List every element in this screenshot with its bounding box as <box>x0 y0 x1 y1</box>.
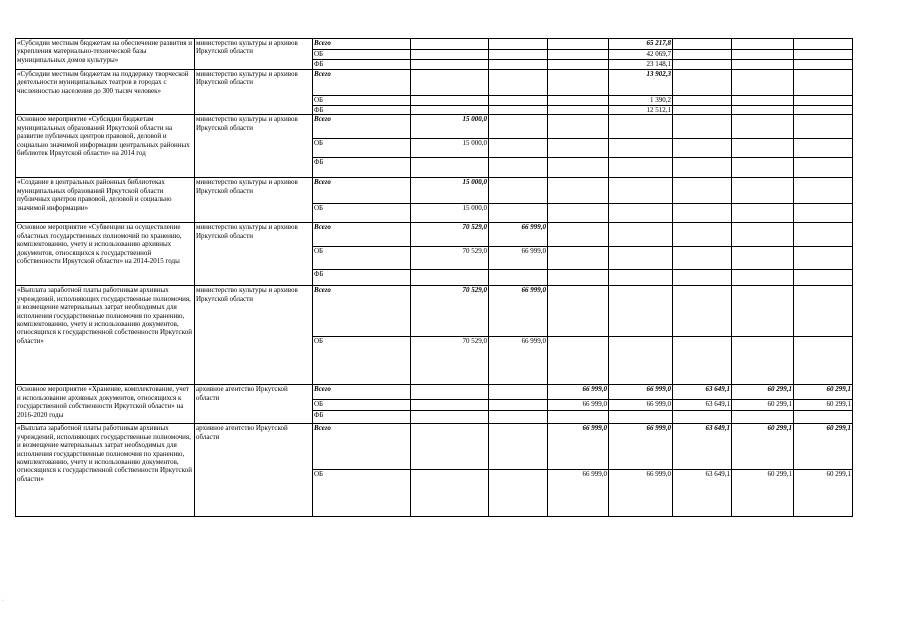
amount-cell <box>609 115 673 139</box>
funding-source-cell: Всего <box>313 223 411 247</box>
amount-cell <box>794 60 853 70</box>
amount-cell <box>489 139 548 158</box>
amount-cell <box>548 70 609 96</box>
amount-cell <box>489 411 548 424</box>
funding-source-cell: ФБ <box>313 158 411 178</box>
amount-cell <box>794 204 853 223</box>
amount-cell: 66 999,0 <box>609 470 673 517</box>
amount-cell: 15 000,0 <box>411 204 489 223</box>
amount-cell <box>489 50 548 60</box>
executor-cell: министерство культуры и архивов Иркутской области <box>195 70 313 115</box>
amount-cell <box>673 223 732 247</box>
table-row <box>16 70 853 96</box>
amount-cell <box>673 106 732 115</box>
budget-table <box>15 38 853 517</box>
amount-cell <box>609 223 673 247</box>
amount-cell <box>609 286 673 337</box>
amount-cell: 60 299,1 <box>794 400 853 411</box>
amount-cell: 60 299,1 <box>794 424 853 470</box>
amount-cell <box>673 50 732 60</box>
activity-description: Основное мероприятие «Субвенции на осуществление областных государственных полномочий по хранению, комплектованию, учету и использованию архивных документов, относящихся к государственной собственности Иркутской области» на 2014-2015 годы <box>16 223 195 286</box>
amount-cell <box>732 286 794 337</box>
amount-cell: 65 217,8 <box>609 39 673 50</box>
amount-cell <box>732 247 794 270</box>
amount-cell <box>609 178 673 204</box>
amount-cell <box>609 158 673 178</box>
amount-cell <box>548 50 609 60</box>
funding-source-cell: ОБ <box>313 50 411 60</box>
funding-source-cell: ОБ <box>313 247 411 270</box>
amount-cell: 70 529,0 <box>411 223 489 247</box>
funding-source-cell: Всего <box>313 70 411 96</box>
amount-cell <box>548 60 609 70</box>
amount-cell: 66 999,0 <box>489 223 548 247</box>
amount-cell <box>673 270 732 286</box>
amount-cell <box>732 70 794 96</box>
amount-cell: 66 999,0 <box>609 400 673 411</box>
funding-source-cell: Всего <box>313 39 411 50</box>
activity-description: «Создание в центральных районных библиотеках муниципальных образований Иркутской области публичных центров правовой, деловой и социально значимой информации» <box>16 178 195 223</box>
amount-cell: 66 999,0 <box>489 286 548 337</box>
executor-cell: министерство культуры и архивов Иркутской области <box>195 286 313 385</box>
amount-cell <box>411 50 489 60</box>
funding-source-cell: Всего <box>313 115 411 139</box>
amount-cell <box>489 96 548 106</box>
funding-source-cell: ФБ <box>313 60 411 70</box>
amount-cell <box>732 50 794 60</box>
executor-cell: министерство культуры и архивов Иркутской области <box>195 39 313 70</box>
amount-cell <box>548 337 609 385</box>
amount-cell <box>548 223 609 247</box>
activity-description: Основное мероприятие «Субсидии бюджетам муниципальных образований Иркутской области на развитие публичных центров правовой, деловой и социально значимой информации центральных районных библиотек Иркутской области» на 2014 год <box>16 115 195 178</box>
amount-cell <box>732 60 794 70</box>
table-row <box>16 424 853 470</box>
funding-source-cell: ОБ <box>313 337 411 385</box>
executor-cell: министерство культуры и архивов Иркутской области <box>195 178 313 223</box>
amount-cell <box>794 411 853 424</box>
funding-source-cell: Всего <box>313 424 411 470</box>
amount-cell <box>673 115 732 139</box>
amount-cell <box>673 70 732 96</box>
table-row <box>16 115 853 139</box>
funding-source-cell: ОБ <box>313 139 411 158</box>
amount-cell <box>794 70 853 96</box>
amount-cell <box>732 158 794 178</box>
table-row <box>16 223 853 247</box>
amount-cell: 66 999,0 <box>548 470 609 517</box>
amount-cell <box>489 106 548 115</box>
funding-source-cell: Всего <box>313 286 411 337</box>
amount-cell: 60 299,1 <box>732 385 794 400</box>
amount-cell <box>794 337 853 385</box>
amount-cell <box>794 178 853 204</box>
table-row <box>16 178 853 204</box>
amount-cell <box>548 39 609 50</box>
amount-cell: 66 999,0 <box>609 424 673 470</box>
amount-cell <box>411 60 489 70</box>
amount-cell: 66 999,0 <box>548 385 609 400</box>
amount-cell <box>673 247 732 270</box>
amount-cell <box>411 424 489 470</box>
amount-cell <box>794 115 853 139</box>
amount-cell <box>732 139 794 158</box>
executor-cell: министерство культуры и архивов Иркутской области <box>195 115 313 178</box>
table-row <box>16 385 853 400</box>
amount-cell <box>732 337 794 385</box>
activity-description: Основное мероприятие «Хранение, комплектование, учет и использование архивных документов, относящихся к государственной собственности Иркутской области» на 2016-2020 годы <box>16 385 195 424</box>
amount-cell: 15 000,0 <box>411 139 489 158</box>
amount-cell: 70 529,0 <box>411 247 489 270</box>
amount-cell <box>673 178 732 204</box>
amount-cell <box>411 385 489 400</box>
amount-cell <box>673 60 732 70</box>
funding-source-cell: Всего <box>313 385 411 400</box>
amount-cell: 12 512,1 <box>609 106 673 115</box>
amount-cell <box>489 70 548 96</box>
table-row <box>16 39 853 50</box>
amount-cell <box>673 96 732 106</box>
amount-cell <box>794 106 853 115</box>
amount-cell <box>794 158 853 178</box>
amount-cell: 66 999,0 <box>548 400 609 411</box>
amount-cell <box>609 270 673 286</box>
amount-cell: 13 902,3 <box>609 70 673 96</box>
amount-cell <box>732 115 794 139</box>
amount-cell: 42 069,7 <box>609 50 673 60</box>
executor-cell: министерство культуры и архивов Иркутской области <box>195 223 313 286</box>
amount-cell <box>548 286 609 337</box>
amount-cell <box>609 411 673 424</box>
amount-cell: 60 299,1 <box>794 385 853 400</box>
amount-cell: 66 999,0 <box>489 337 548 385</box>
amount-cell <box>489 60 548 70</box>
amount-cell <box>732 39 794 50</box>
amount-cell <box>411 96 489 106</box>
amount-cell: 63 649,1 <box>673 400 732 411</box>
funding-source-cell: Всего <box>313 178 411 204</box>
amount-cell <box>609 337 673 385</box>
amount-cell: 63 649,1 <box>673 424 732 470</box>
stray-mark: · <box>2 598 4 604</box>
amount-cell <box>489 178 548 204</box>
activity-description: «Выплата заработной платы работникам архивных учреждений, исполняющих государственные полномочия, и возмещение материальных затрат необходимых для исполнения государственные полномочия по хранению, комплектованию, учету и использованию документов, относящихся к государственной собственности Иркутской области» <box>16 286 195 385</box>
amount-cell <box>673 39 732 50</box>
executor-cell: архивное агентство Иркутской области <box>195 424 313 517</box>
amount-cell <box>489 470 548 517</box>
amount-cell <box>411 470 489 517</box>
amount-cell: 63 649,1 <box>673 470 732 517</box>
amount-cell <box>732 223 794 247</box>
funding-source-cell: ОБ <box>313 96 411 106</box>
amount-cell <box>411 106 489 115</box>
executor-cell: архивное агентство Иркутской области <box>195 385 313 424</box>
amount-cell: 63 649,1 <box>673 385 732 400</box>
amount-cell: 1 390,2 <box>609 96 673 106</box>
amount-cell <box>489 385 548 400</box>
amount-cell <box>794 39 853 50</box>
amount-cell: 15 000,0 <box>411 115 489 139</box>
amount-cell <box>794 223 853 247</box>
amount-cell <box>732 411 794 424</box>
amount-cell <box>548 247 609 270</box>
amount-cell: 66 999,0 <box>548 424 609 470</box>
amount-cell <box>489 424 548 470</box>
amount-cell <box>732 204 794 223</box>
amount-cell: 66 999,0 <box>489 247 548 270</box>
amount-cell: 23 148,1 <box>609 60 673 70</box>
amount-cell <box>794 50 853 60</box>
amount-cell <box>489 400 548 411</box>
amount-cell <box>794 96 853 106</box>
amount-cell <box>673 139 732 158</box>
amount-cell <box>794 247 853 270</box>
amount-cell <box>609 204 673 223</box>
funding-source-cell: ФБ <box>313 270 411 286</box>
amount-cell <box>548 411 609 424</box>
amount-cell <box>548 158 609 178</box>
table-body <box>16 39 853 517</box>
amount-cell <box>673 337 732 385</box>
amount-cell <box>411 39 489 50</box>
amount-cell <box>489 270 548 286</box>
amount-cell <box>609 139 673 158</box>
amount-cell <box>411 70 489 96</box>
amount-cell <box>411 411 489 424</box>
amount-cell <box>489 204 548 223</box>
amount-cell <box>548 96 609 106</box>
amount-cell <box>794 270 853 286</box>
amount-cell <box>732 106 794 115</box>
amount-cell: 15 000,0 <box>411 178 489 204</box>
amount-cell <box>732 96 794 106</box>
amount-cell <box>548 270 609 286</box>
amount-cell <box>548 178 609 204</box>
amount-cell <box>609 247 673 270</box>
funding-source-cell: ОБ <box>313 204 411 223</box>
amount-cell <box>673 286 732 337</box>
amount-cell <box>548 115 609 139</box>
amount-cell <box>673 158 732 178</box>
amount-cell <box>794 139 853 158</box>
funding-source-cell: ОБ <box>313 400 411 411</box>
amount-cell <box>548 106 609 115</box>
amount-cell <box>489 39 548 50</box>
amount-cell <box>411 158 489 178</box>
activity-description: «Субсидии местным бюджетам на поддержку творческой деятельности муниципальных театров в городах с численностью населения до 300 тысяч человек» <box>16 70 195 115</box>
amount-cell <box>732 178 794 204</box>
funding-source-cell: ОБ <box>313 470 411 517</box>
funding-source-cell: ФБ <box>313 411 411 424</box>
amount-cell: 60 299,1 <box>732 424 794 470</box>
amount-cell <box>548 204 609 223</box>
table-row <box>16 286 853 337</box>
amount-cell: 60 299,1 <box>794 470 853 517</box>
amount-cell: 70 529,0 <box>411 337 489 385</box>
amount-cell <box>411 270 489 286</box>
funding-source-cell: ФБ <box>313 106 411 115</box>
amount-cell <box>673 411 732 424</box>
activity-description: «Выплата заработной платы работникам архивных учреждений, исполняющих государственные полномочия, и возмещение материальных затрат необходимых для исполнения государственные полномочия по хранению, комплектованию, учету и использованию документов, относящихся к государственной собственности Иркутской области» <box>16 424 195 517</box>
amount-cell <box>489 158 548 178</box>
amount-cell <box>548 139 609 158</box>
amount-cell <box>673 204 732 223</box>
amount-cell: 60 299,1 <box>732 470 794 517</box>
amount-cell <box>489 115 548 139</box>
amount-cell <box>411 400 489 411</box>
amount-cell: 70 529,0 <box>411 286 489 337</box>
amount-cell: 66 999,0 <box>609 385 673 400</box>
amount-cell <box>794 286 853 337</box>
activity-description: «Субсидии местным бюджетам на обеспечение развития и укрепления материально-технической базы муниципальных домов культуры» <box>16 39 195 70</box>
amount-cell <box>732 270 794 286</box>
amount-cell: 60 299,1 <box>732 400 794 411</box>
